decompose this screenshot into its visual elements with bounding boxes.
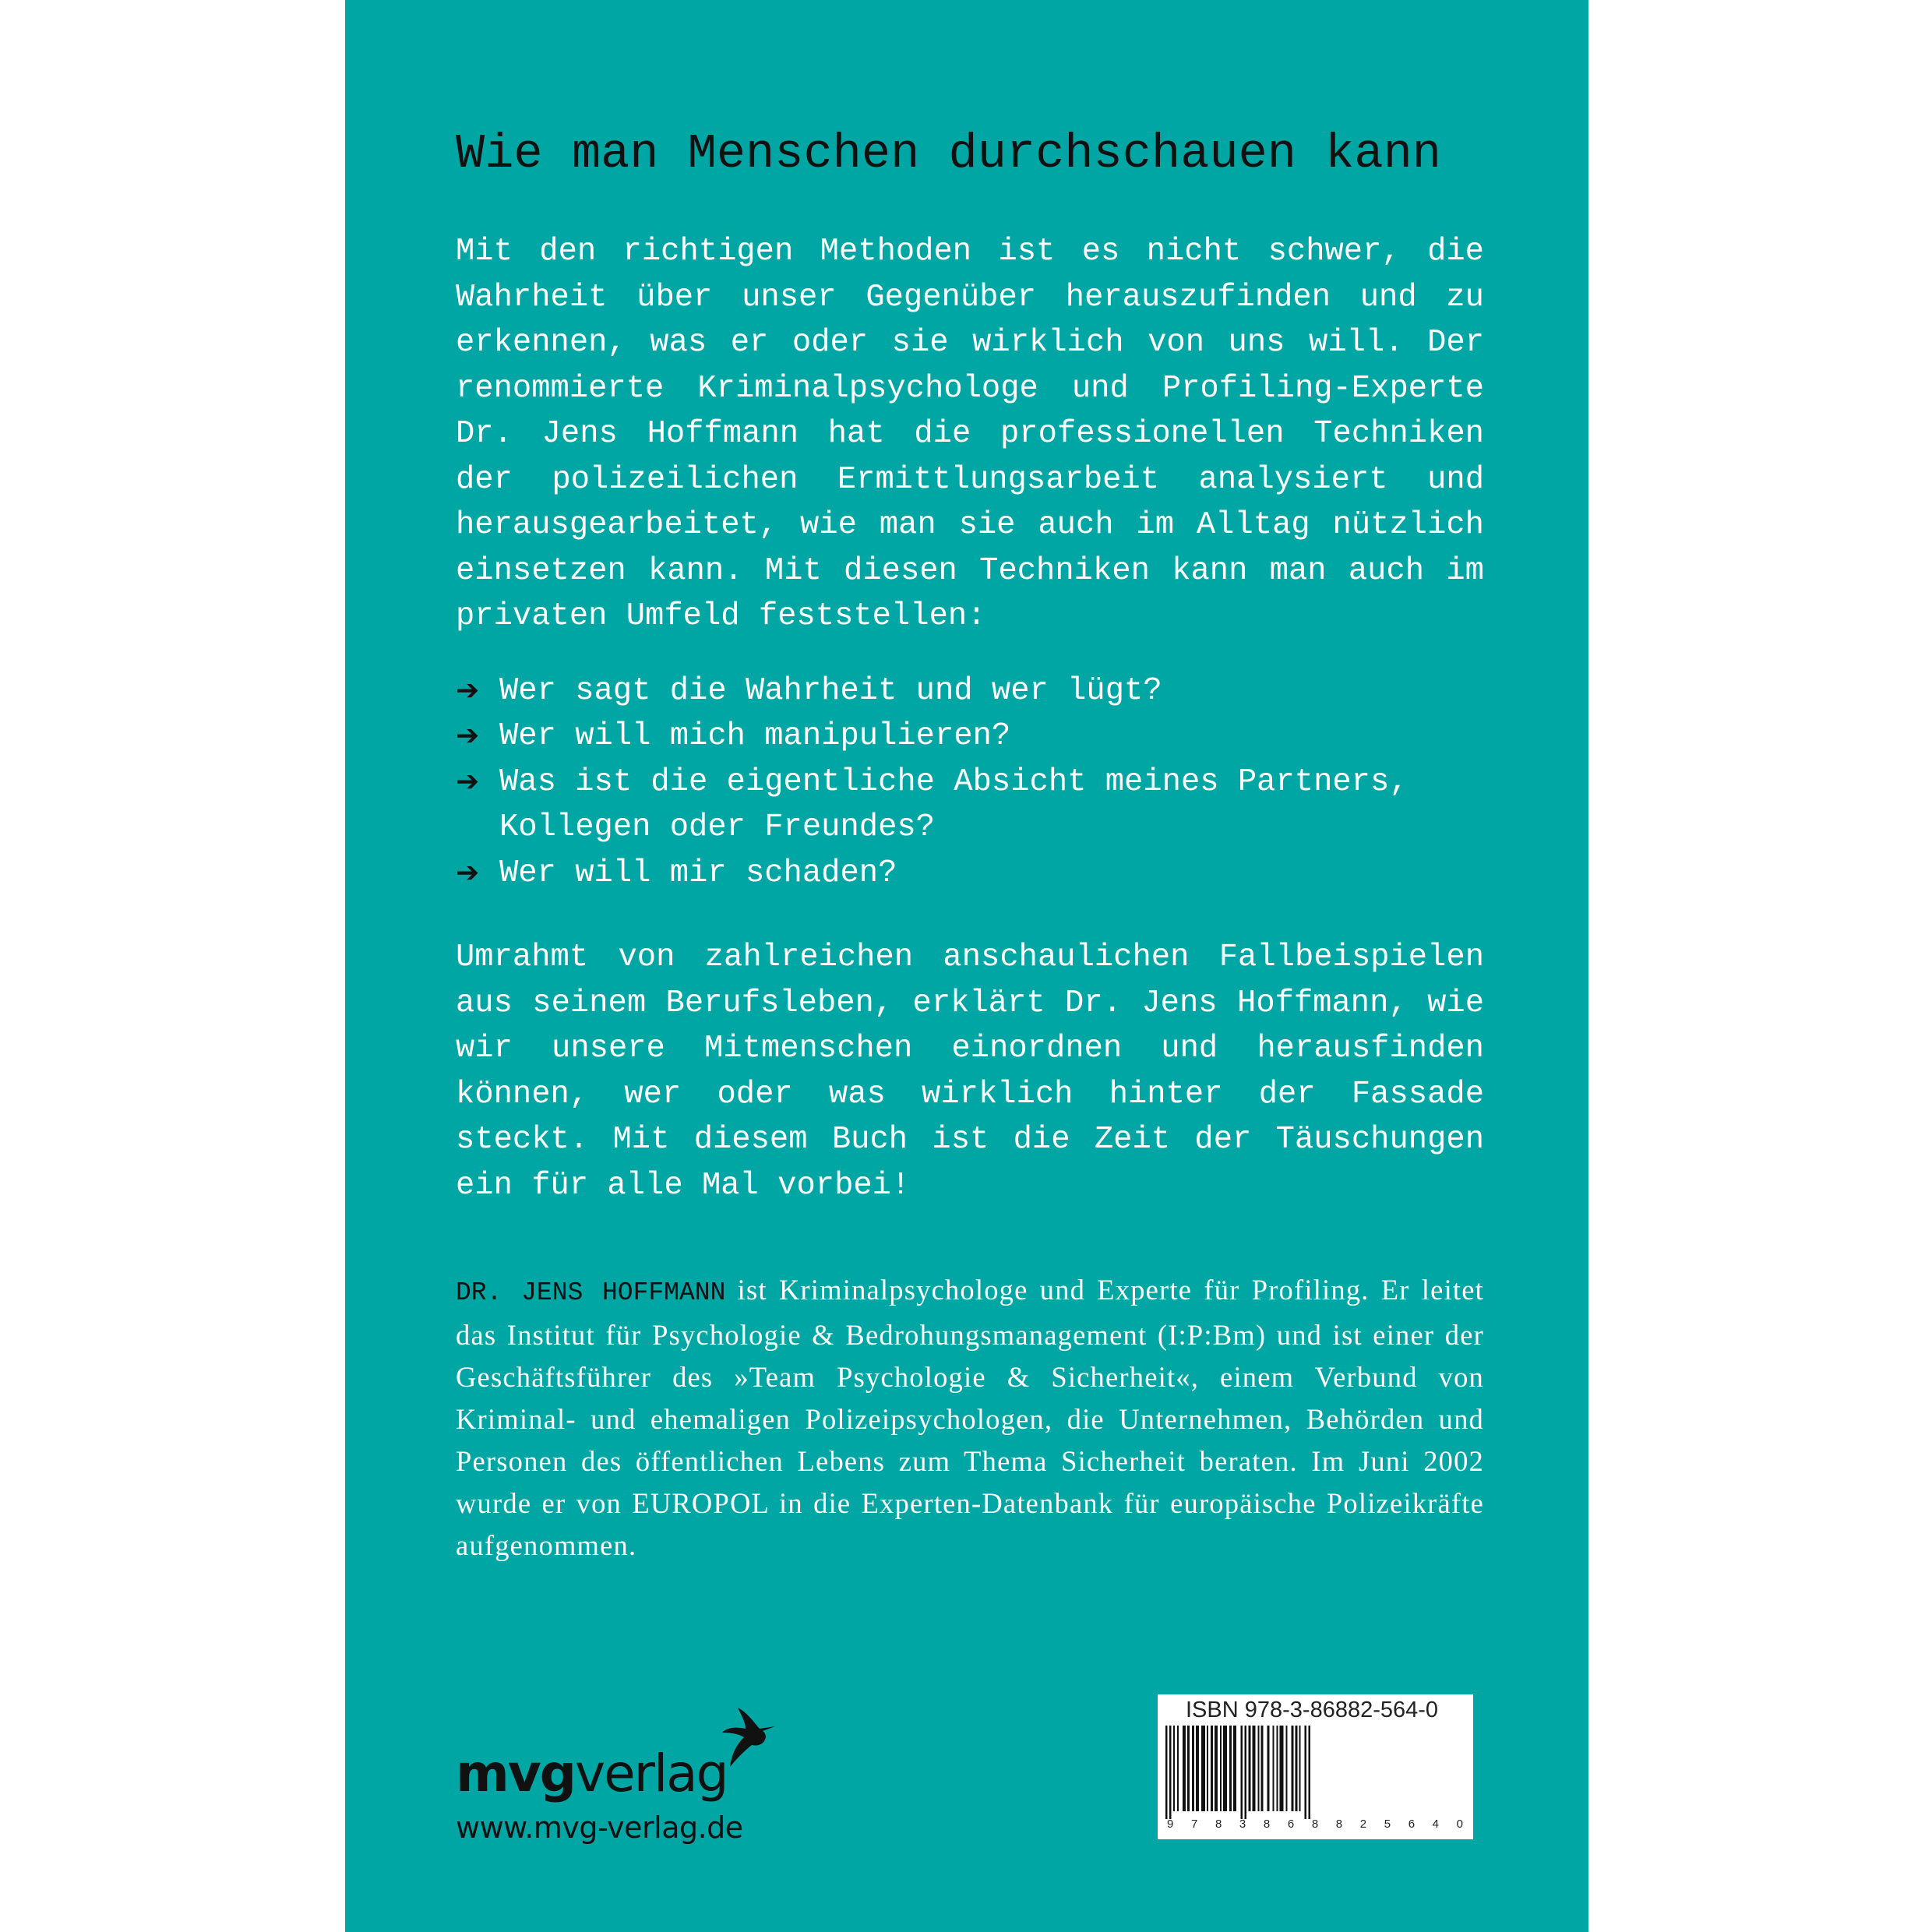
barcode-bar bbox=[1280, 1726, 1284, 1811]
cover-title: Wie man Menschen durchschauen kann bbox=[456, 126, 1442, 182]
barcode-bar bbox=[1249, 1726, 1251, 1811]
author-bio bbox=[456, 1269, 1484, 1567]
barcode-bar bbox=[1305, 1726, 1307, 1819]
barcode-bar bbox=[1292, 1726, 1294, 1811]
barcode-bar bbox=[1196, 1726, 1199, 1811]
barcode-bar bbox=[1207, 1726, 1208, 1811]
barcode-bar bbox=[1258, 1726, 1260, 1811]
summary-paragraph: Umrahmt von zahlreichen anschaulichen Fallbeispielen aus seinem Berufsleben, erklärt Dr. Jens Hoffmann, wie wir unsere Mitmenschen einordnen und herausfinden können, wer oder was wirklich hinter der Fassade steckt. Mit diesem Buch ist die Zeit der Täuschungen ein für alle Mal vorbei! bbox=[456, 940, 1484, 1204]
barcode-bar bbox=[1229, 1726, 1232, 1811]
barcode-bar bbox=[1267, 1726, 1270, 1811]
barcode-bar bbox=[1233, 1726, 1236, 1811]
list-item: ➔ Wer will mir schaden? bbox=[456, 851, 1484, 897]
isbn-digit: 8 bbox=[1335, 1817, 1343, 1831]
publisher-block bbox=[456, 1714, 814, 1845]
arrow-right-icon: ➔ bbox=[456, 674, 480, 707]
arrow-right-icon: ➔ bbox=[456, 720, 480, 752]
barcode-bar bbox=[1296, 1726, 1298, 1811]
barcode-bar bbox=[1299, 1726, 1301, 1811]
logo-regular-text: verlag bbox=[575, 1743, 728, 1803]
barcode-bar bbox=[1173, 1726, 1175, 1811]
barcode-bar bbox=[1211, 1726, 1213, 1811]
isbn-digit: 7 bbox=[1190, 1817, 1198, 1831]
list-item: ➔ Wer sagt die Wahrheit und wer lügt? bbox=[456, 668, 1484, 714]
author-bio-text: ist Kriminalpsychologe und Experte für Profiling. Er leitet das Institut für Psychologie & Bedrohungsmanagement (I:P:Bm) und ist einer der Geschäftsführer des »Team Psychologie & Sicherheit«, einem Verbund von Kriminal- und ehemaligen Polizeipsychologen, die Unternehmen, Behörden und Personen des öffentlichen Lebens zum Thema Sicherheit beraten. Im Juni 2002 wurde er von EUROPOL in die Experten-Datenbank für europäische Polizeikräfte aufgenommen. bbox=[456, 1274, 1485, 1561]
barcode-bar bbox=[1220, 1726, 1222, 1811]
list-item: ➔ Was ist die eigentliche Absicht meines Partners, Kollegen oder Freundes? bbox=[456, 760, 1484, 851]
barcode-bar bbox=[1223, 1726, 1227, 1811]
barcode-bar bbox=[1169, 1726, 1172, 1819]
publisher-url: www.mvg-verlag.de bbox=[456, 1810, 743, 1845]
barcode-bar bbox=[1286, 1726, 1288, 1811]
isbn-digit: 9 bbox=[1167, 1817, 1174, 1831]
isbn-digit: 6 bbox=[1287, 1817, 1295, 1831]
isbn-label: ISBN 978-3-86882-564-0 bbox=[1186, 1698, 1439, 1722]
isbn-digit: 8 bbox=[1311, 1817, 1319, 1831]
list-item: ➔ Wer will mich manipulieren? bbox=[456, 714, 1484, 760]
barcode-bar bbox=[1165, 1726, 1168, 1819]
cover-text bbox=[456, 125, 1484, 1567]
barcode-bar bbox=[1201, 1726, 1205, 1811]
isbn-digit: 8 bbox=[1215, 1817, 1222, 1831]
intro-paragraph: Mit den richtigen Methoden ist es nicht schwer, die Wahrheit über unser Gegenüber herauszufinden und zu erkennen, was er oder sie wirklich von uns will. Der renommierte Kriminalpsychologe und Profiling-Experte Dr. Jens Hoffmann hat die professionellen Techniken der polizeilichen Ermittlungsarbeit analysiert und herausgearbeitet, wie man sie auch im Alltag nützlich einsetzen kann. Mit diesen Techniken kann man auch im privaten Umfeld feststellen: bbox=[456, 234, 1484, 634]
publisher-logo bbox=[456, 1714, 814, 1803]
barcode-bar bbox=[1192, 1726, 1194, 1811]
barcode-bar bbox=[1215, 1726, 1218, 1811]
isbn-digits bbox=[1167, 1817, 1463, 1831]
isbn-digit: 8 bbox=[1263, 1817, 1271, 1831]
barcode bbox=[1162, 1726, 1468, 1819]
isbn-digit: 3 bbox=[1239, 1817, 1246, 1831]
barcode-bar bbox=[1277, 1726, 1278, 1811]
barcode-bar bbox=[1177, 1726, 1179, 1811]
arrow-right-icon: ➔ bbox=[456, 765, 480, 798]
isbn-digit: 0 bbox=[1456, 1817, 1463, 1831]
barcode-bar bbox=[1245, 1726, 1247, 1819]
barcode-bar bbox=[1253, 1726, 1256, 1811]
isbn-digit: 5 bbox=[1384, 1817, 1391, 1831]
isbn-digit: 6 bbox=[1408, 1817, 1416, 1831]
isbn-barcode-box bbox=[1158, 1694, 1473, 1839]
barcode-bar bbox=[1187, 1726, 1190, 1811]
barcode-bar bbox=[1273, 1726, 1274, 1811]
arrow-right-icon: ➔ bbox=[456, 856, 480, 889]
logo-bold-text: mvg bbox=[456, 1743, 576, 1803]
isbn-digit: 2 bbox=[1359, 1817, 1367, 1831]
bullet-list bbox=[456, 668, 1484, 897]
hummingbird-icon bbox=[719, 1708, 778, 1773]
barcode-bar bbox=[1241, 1726, 1243, 1819]
book-back-cover bbox=[345, 0, 1588, 1932]
isbn-digit: 4 bbox=[1432, 1817, 1439, 1831]
author-name: DR. JENS HOFFMANN bbox=[456, 1278, 726, 1307]
barcode-bar bbox=[1183, 1726, 1186, 1811]
barcode-bar bbox=[1261, 1726, 1264, 1811]
barcode-bar bbox=[1309, 1726, 1311, 1819]
